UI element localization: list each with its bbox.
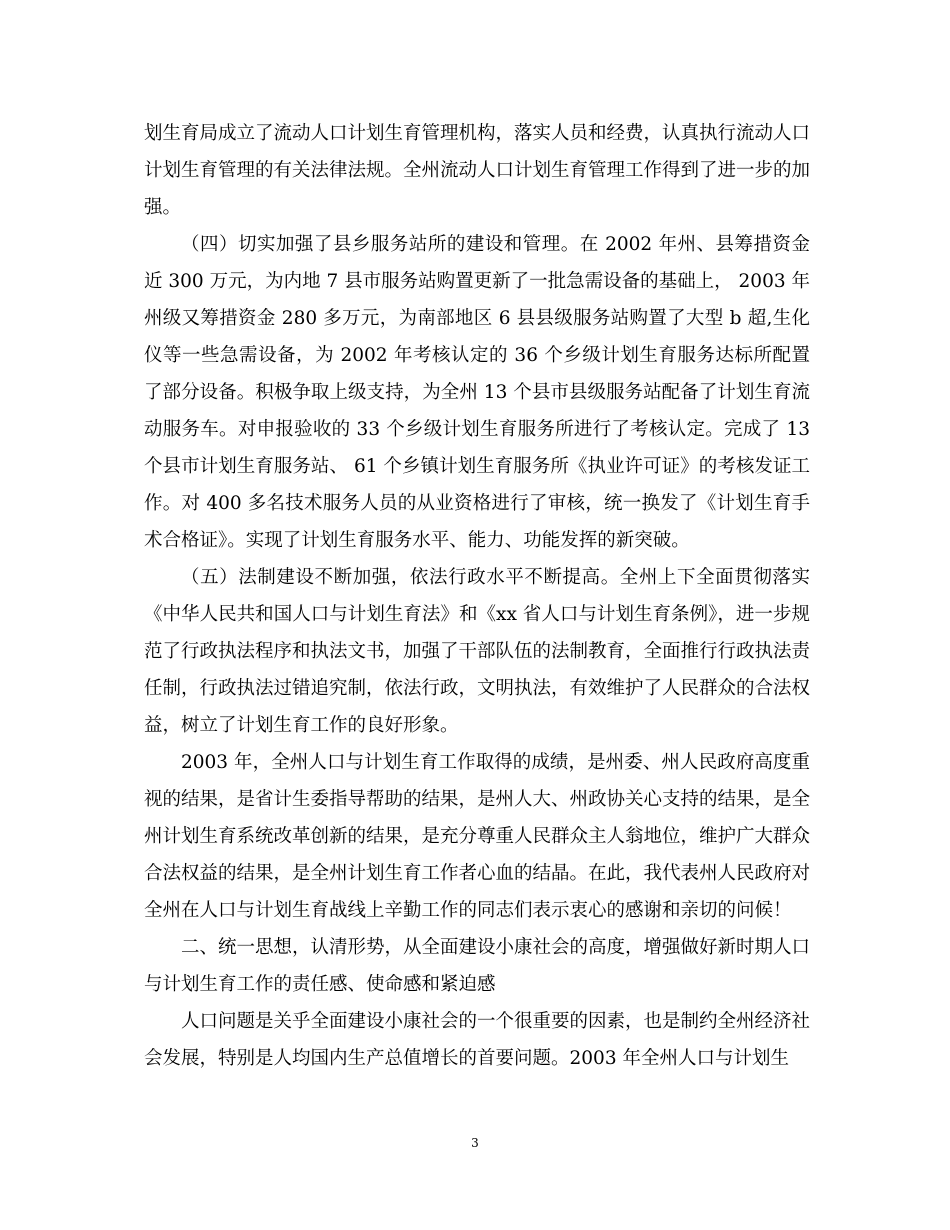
document-body	[144, 115, 810, 1077]
paragraph-1: 划生育局成立了流动人口计划生育管理机构，落实人员和经费，认真执行流动人口计划生育管理的有关法律法规。全州流动人口计划生育管理工作得到了进一步的加强。	[144, 123, 811, 218]
paragraph-4: 2003 年，全州人口与计划生育工作取得的成绩，是州委、州人民政府高度重视的结果，是省计生委指导帮助的结果，是州人大、州政协关心支持的结果，是全州计划生育系统改革创新的结果，是充分尊重人民群众主人翁地位，维护广大群众合法权益的结果，是全州计划生育工作者心血的结晶。在此，我代表州人民政府对全州在人口与计划生育战线上辛勤工作的同志们表示衷心的感谢和亲切的问候！	[144, 752, 811, 921]
paragraph-3: （五）法制建设不断加强，依法行政水平不断提高。全州上下全面贯彻落实《中华人民共和国人口与计划生育法》和《xx 省人口与计划生育条例》，进一步规范了行政执法程序和执法文书，加强了干部队伍的法制教育，全面推行行政执法责任制，行政执法过错追究制，依法行政，文明执法，有效维护了人民群众的合法权益，树立了计划生育工作的良好形象。	[144, 567, 811, 736]
page-number: 3	[471, 1136, 479, 1150]
section-heading-2: 二、统一思想，认清形势，从全面建设小康社会的高度，增强做好新时期人口与计划生育工作的责任感、使命感和紧迫感	[144, 937, 811, 995]
paragraph-5: 人口问题是关乎全面建设小康社会的一个很重要的因素，也是制约全州经济社会发展，特别是人均国内生产总值增长的首要问题。2003 年全州人口与计划生	[144, 1011, 811, 1069]
paragraph-2: （四）切实加强了县乡服务站所的建设和管理。在 2002 年州、县筹措资金近 300 万元，为内地 7 县市服务站购置更新了一批急需设备的基础上， 2003 年州级又筹措资金 280 多万元，为南部地区 6 县县级服务站购置了大型 b 超,生化仪等一些急需设备，为 2002 年考核认定的 36 个乡级计划生育服务达标所配置了部分设备。积极争取上级支持，为全州 13 个县市县级服务站配备了计划生育流动服务车。对申报验收的 33 个乡级计划生育服务所进行了考核认定。完成了 13 个县市计划生育服务站、 61 个乡镇计划生育服务所《执业许可证》的考核发证工作。对 400 多名技术服务人员的从业资格进行了审核，统一换发了《计划生育手术合格证》。实现了计划生育服务水平、能力、功能发挥的新突破。	[144, 234, 810, 551]
